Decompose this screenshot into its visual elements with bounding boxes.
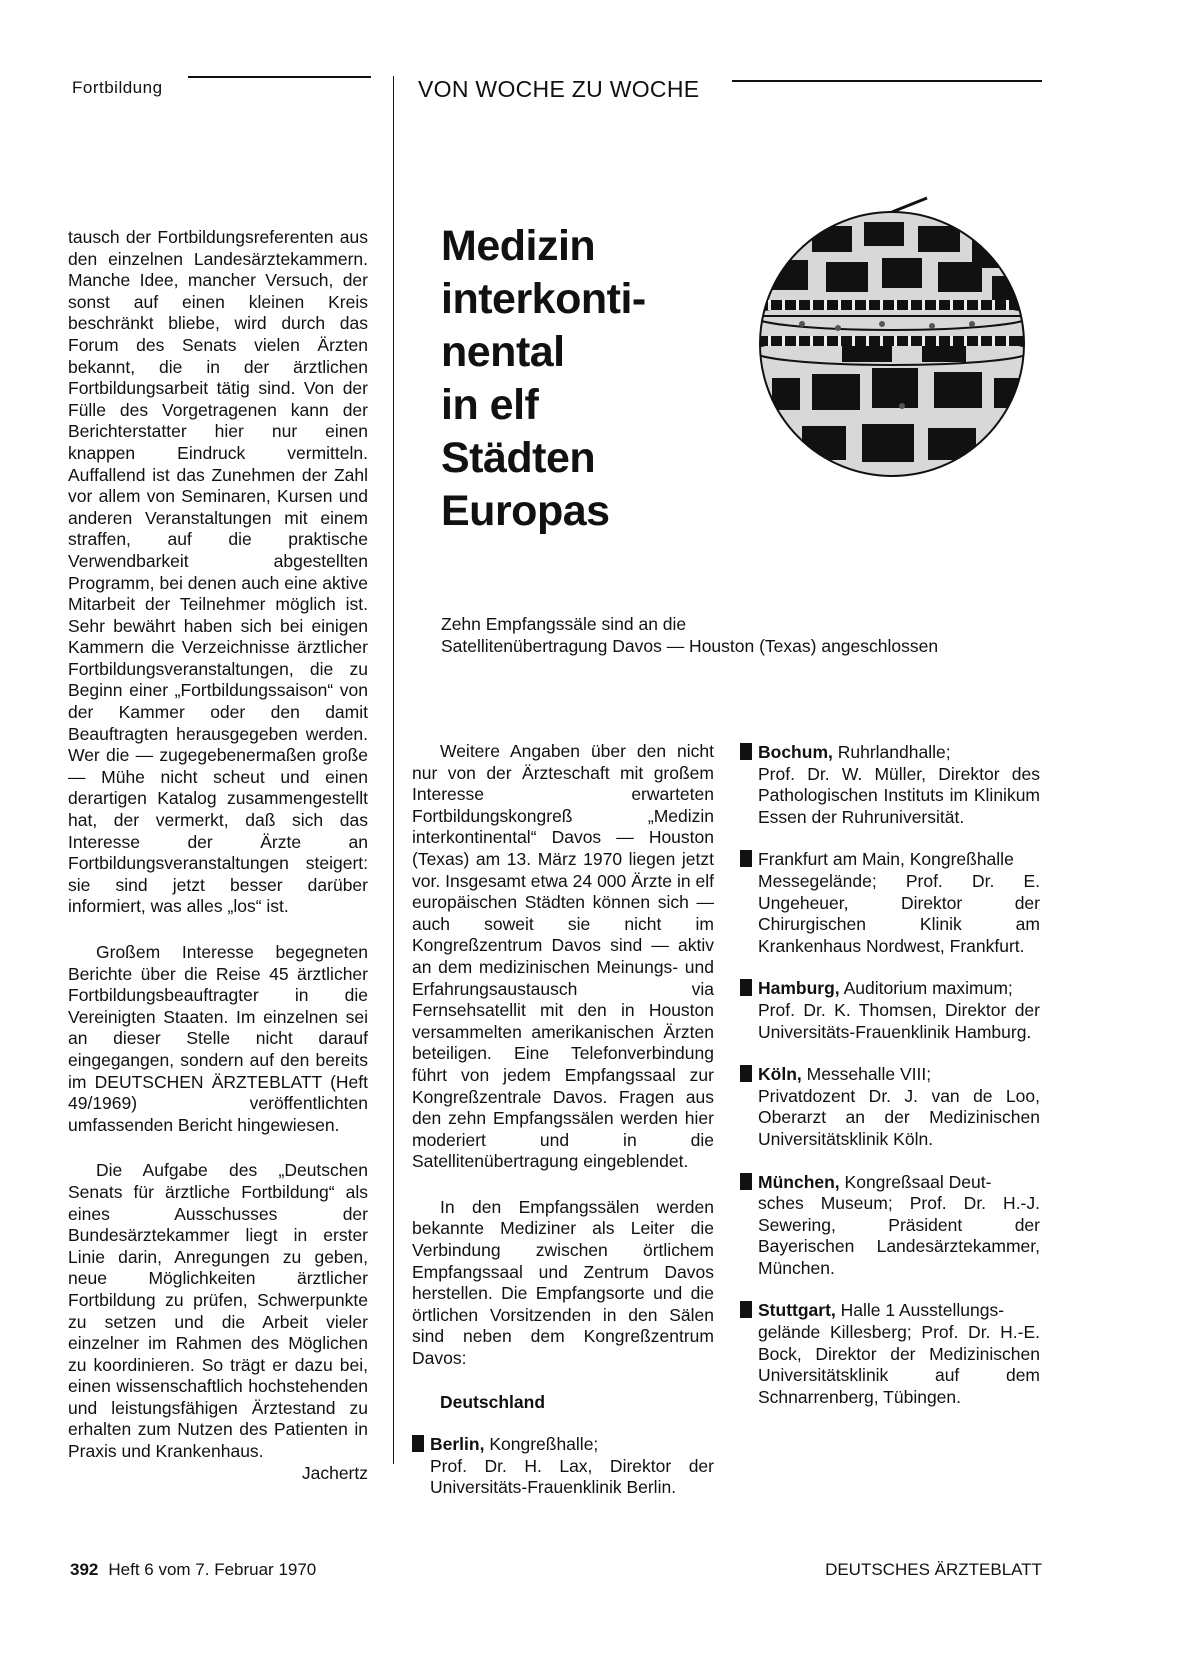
venue-name: Ruhrlandhalle; xyxy=(832,742,951,762)
page-footer xyxy=(70,1560,1042,1580)
city-name: Bochum, xyxy=(758,742,833,762)
venue-details: Messegelände; Prof. Dr. E. Ungeheuer, Direktor der Chirurgischen Klinik am Krankenhaus Nordwest, Frankfurt. xyxy=(758,870,1040,956)
bullet-marker xyxy=(740,1173,752,1190)
column-divider xyxy=(393,76,394,1464)
venue-details: Prof. Dr. K. Thomsen, Direktor der Universitäts-Frauenklinik Hamburg. xyxy=(758,999,1040,1042)
left-paragraph-1: tausch der Fortbildungsreferenten aus den einzelnen Landesärztekammern. Manche Idee, mancher Versuch, der sonst auf einen kleinen Kreis beschränkt bliebe, wird durch das Forum des Senats vielen Ärzten bekannt, die in der ärztlichen Fortbildungsarbeit tätig sind. Von der Fülle des Vorgetragenen kann der Berichterstatter hier nur einen knappen Eindruck vermitteln. Auffallend ist das Zunehmen der Zahl vor allem von Seminaren, Kursen und anderen Veranstaltungen mit einem straffen, auf die praktische Verwendbarkeit abgestellten Programm, bei denen auch eine aktive Mitarbeit der Teilnehmer möglich ist. Sehr bewährt haben sich bei einigen Kammern die Verzeichnisse ärztlicher Fortbildungsveranstaltungen, die zu Beginn einer „Fortbildungssaison“ von der Kammer oder den damit Beauftragten herausgegeben werden. Wer die — zugegebenermaßen große — Mühe nicht scheut und einen derartigen Katalog zusammengestellt hat, der vermerkt, daß sich das Interesse der Ärzte an Fortbildungsveranstaltungen steigert: sie sind jetzt besser darüber informiert, was alles „los“ ist. xyxy=(68,227,368,917)
headline-line: in elf xyxy=(441,381,539,429)
satellite-photo xyxy=(742,196,1042,486)
venue-entry-hamburg xyxy=(740,977,1040,1043)
country-heading: Deutschland xyxy=(440,1391,546,1412)
header-rule-right xyxy=(732,80,1042,82)
left-column xyxy=(68,227,368,1484)
venue-details: gelände Killesberg; Prof. Dr. H.-E. Bock, Direktor der Medizinischen Universitätsklinik auf dem Schnarrenberg, Tübingen. xyxy=(758,1322,1040,1407)
venue-details: Prof. Dr. W. Müller, Direktor des Pathologischen Instituts im Klinikum Essen der Ruhruniversität. xyxy=(758,763,1040,827)
article-subtitle xyxy=(441,613,938,657)
venue-entry-berlin xyxy=(412,1433,714,1499)
header-rule-left xyxy=(188,76,371,78)
venue-name: Frankfurt am Main, Kongreßhalle xyxy=(758,849,1014,870)
article-paragraph-2: In den Empfangssälen werden bekannte Mediziner als Leiter die Verbindung zwischen örtlichem Empfangssaal und Zentrum Davos herstellen. Die Empfangsorte und die örtlichen Vorsitzenden in den Sälen sind neben dem Kongreßzentrum Davos: xyxy=(412,1196,714,1369)
subtitle-line: Satellitenübertragung Davos — Houston (Texas) angeschlossen xyxy=(441,636,939,656)
venue-name: Halle 1 Ausstellungs- xyxy=(835,1300,1005,1321)
venue-name: Auditorium maximum; xyxy=(839,978,1013,999)
venue-details: Prof. Dr. H. Lax, Direktor der Universitäts-Frauenklinik Berlin. xyxy=(430,1455,714,1498)
author-line xyxy=(68,1463,368,1485)
issue-info: Heft 6 vom 7. Februar 1970 xyxy=(108,1560,317,1579)
middle-column xyxy=(412,741,714,1519)
city-name: München, xyxy=(758,1171,840,1192)
headline-line: Europas xyxy=(441,487,610,535)
headline-line: interkonti- xyxy=(441,275,646,323)
bullet-marker xyxy=(740,1065,752,1082)
author: Jachertz xyxy=(301,1462,368,1483)
subtitle-line: Zehn Empfangssäle sind an die xyxy=(441,614,687,634)
venue-entry-frankfurt xyxy=(740,848,1040,957)
bullet-marker xyxy=(740,850,752,867)
bullet-marker xyxy=(740,1301,752,1318)
venue-name: Kongreßhalle; xyxy=(484,1434,599,1455)
city-name: Hamburg, xyxy=(758,978,840,999)
article-paragraph-1: Weitere Angaben über den nicht nur von der Ärzteschaft mit großem Interesse erwarteten Fortbildungskongreß „Medizin interkontinental“ Davos — Houston (Texas) am 13. März 1970 liegen jetzt vor. Insgesamt etwa 24 000 Ärzte in elf europäischen Städten können sich — auch soweit sie nicht im Kongreßzentrum Davos sind — aktiv an dem medizinischen Meinungs- und Erfahrungsaustausch via Fernsehsatellit mit den in Houston versammelten amerikanischen Ärzten beteiligen. Eine Telefonverbindung führt von jedem Empfangssaal zur Kongreßzentrale Davos. Fragen aus den zehn Empfangssälen werden hier moderiert und in die Satellitenübertragung eingeblendet. xyxy=(412,741,714,1172)
city-name: Stuttgart, xyxy=(758,1300,836,1321)
city-name: Köln, xyxy=(758,1064,802,1085)
headline xyxy=(441,220,691,538)
bullet-marker xyxy=(740,979,752,996)
bullet-marker xyxy=(412,1435,424,1452)
right-column xyxy=(740,741,1040,1428)
section-label: Fortbildung xyxy=(72,78,163,97)
section-title: VON WOCHE ZU WOCHE xyxy=(418,76,700,102)
journal-name: DEUTSCHES ÄRZTEBLATT xyxy=(825,1560,1042,1579)
bullet-marker xyxy=(740,743,752,760)
headline-line: nental xyxy=(441,328,565,376)
headline-line: Medizin xyxy=(441,222,596,270)
page-number: 392 xyxy=(70,1560,99,1579)
left-paragraph-3: Die Aufgabe des „Deutschen Senats für ärztliche Fortbildung“ als eines Ausschusses der Bundesärztekammer liegt in erster Linie darin, Anregungen zu geben, neue Möglichkeiten ärztlicher Fortbildung zu prüfen, Schwerpunkte zu setzen und die Arbeit vieler einzelner im Rahmen des Möglichen zu koordinieren. So trägt er dazu bei, einen wissenschaftlich hochstehenden und leistungsfähigen Ärztestand zu erhalten zum Nutzen des Patienten in Praxis und Krankenhaus. xyxy=(68,1160,368,1462)
venue-entry-stuttgart xyxy=(740,1299,1040,1408)
city-name: Berlin, xyxy=(430,1434,485,1455)
venue-name: Messehalle VIII; xyxy=(801,1064,932,1085)
left-paragraph-2: Großem Interesse begegneten Berichte über die Reise 45 ärztlicher Fortbildungsbeauftragter in die Vereinigten Staaten. Im einzelnen sei an dieser Stelle nicht darauf eingegangen, sondern auf den bereits im DEUTSCHEN ÄRZTEBLATT (Heft 49/1969) veröffentlichten umfassenden Bericht hingewiesen. xyxy=(68,942,368,1135)
venue-details: Privatdozent Dr. J. van de Loo, Oberarzt an der Medizinischen Universitätsklinik Köln. xyxy=(758,1085,1040,1149)
venue-entry-bochum xyxy=(740,741,1040,828)
headline-line: Städten xyxy=(441,434,596,482)
venue-name: Kongreßsaal Deut- xyxy=(839,1171,992,1192)
venue-details: sches Museum; Prof. Dr. H.-J. Sewering, Präsident der Bayerischen Landesärztekammer, München. xyxy=(758,1193,1040,1278)
venue-entry-koeln xyxy=(740,1063,1040,1150)
venue-entry-muenchen xyxy=(740,1171,1040,1280)
